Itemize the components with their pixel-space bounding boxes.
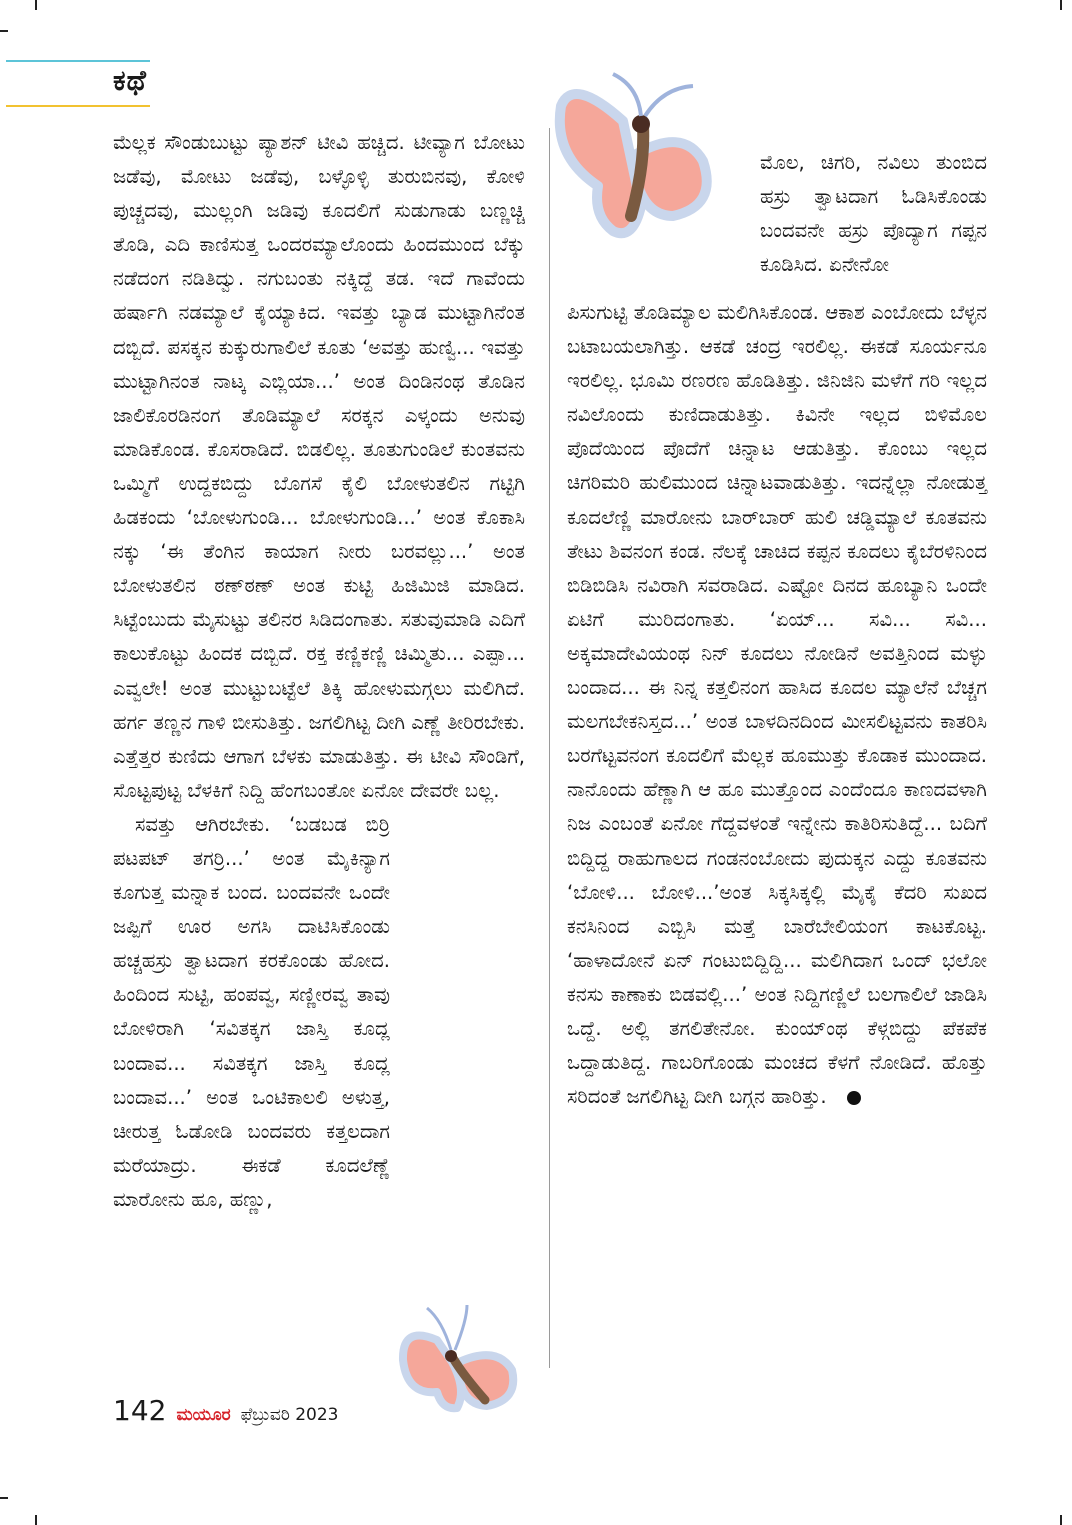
crop-mark: [0, 30, 8, 32]
page-footer: [113, 1394, 338, 1427]
section-title: ಕಥೆ: [113, 64, 147, 97]
crop-mark: [35, 0, 37, 10]
page-number: 142: [113, 1394, 167, 1427]
crop-mark: [35, 1515, 37, 1525]
right-column: [567, 296, 987, 1114]
paragraph-text: ಪಿಸುಗುಟ್ಟಿ ತೊಡಿಮ್ಯಾಲ ಮಲಿಗಿಸಿಕೊಂಡ. ಆಕಾಶ ಎಂಬೋದು ಬೆಳ್ಳನ ಬಟಾಬಯಲಾಗಿತ್ತು. ಆಕಡೆ ಚಂದ್ರ ಇರಲಿಲ್ಲ. ಈಕಡೆ ಸೂರ್ಯನೂ ಇರಲಿಲ್ಲ. ಭೂಮಿ ರಣರಣ ಹೊಡಿತಿತ್ತು. ಜಿನಿಜಿನಿ ಮಳೆಗೆ ಗರಿ ಇಲ್ಲದ ನವಿಲೊಂದು ಕುಣಿದಾಡುತಿತ್ತು. ಕಿವಿನೇ ಇಲ್ಲದ ಬಿಳಿಮೊಲ ಪೊದೆಯಿಂದ ಪೊದೆಗೆ ಚಿನ್ನಾಟ ಆಡುತಿತ್ತು. ಕೊಂಬು ಇಲ್ಲದ ಚಿಗರಿಮರಿ ಹುಲಿಮುಂದ ಚಿನ್ನಾಟವಾಡುತಿತ್ತು. ಇದನ್ನೆಲ್ಲಾ ನೋಡುತ್ತ ಕೂದಲೆಣ್ಣಿ ಮಾರೋನು ಬಾರ್‌ಬಾರ್ ಹುಲಿ ಚಡ್ಡಿಮ್ಯಾಲೆ ಕೂತವನು ತೇಟು ಶಿವನಂಗ ಕಂಡ. ನೆಲಕ್ಕೆ ಚಾಚಿದ ಕಪ್ಪನ ಕೂದಲು ಕೈಬೆರಳಿನಿಂದ ಬಿಡಿಬಿಡಿಸಿ ನವಿರಾಗಿ ಸವರಾಡಿದ. ಎಷ್ಟೋ ದಿನದ ಹೂಬ್ಯಾನಿ ಒಂದೇ ಏಟಿಗೆ ಮುರಿದಂಗಾತು. ‘ಏಯ್... ಸವಿ... ಸವಿ... ಅಕ್ಕಮಾದೇವಿಯಂಥ ನಿನ್ ಕೂದಲು ನೋಡಿನೆ ಅವತ್ತಿನಿಂದ ಮಳ್ಳು ಬಂದಾದ... ಈ ನಿನ್ನ ಕತ್ತಲಿನಂಗ ಹಾಸಿದ ಕೂದಲ ಮ್ಯಾಲೆನೆ ಬೆಚ್ಚಗ ಮಲಗಬೇಕನಿಸ್ತದ...’ ಅಂತ ಬಾಳದಿನದಿಂದ ಮೀಸಲಿಟ್ಟವನು ಕಾತರಿಸಿ ಬರಗೆಟ್ಟವನಂಗ ಕೂದಲಿಗೆ ಮೆಲ್ಲಕ ಹೂಮುತ್ತು ಕೊಡಾಕ ಮುಂದಾದ. ನಾನೊಂದು ಹೆಣ್ಣಾಗಿ ಆ ಹೂ ಮುತ್ತೊಂದ ಎಂದೆಂದೂ ಕಾಣದವಳಾಗಿ ನಿಜ ಎಂಬಂತೆ ಏನೋ ಗೆದ್ದವಳಂತೆ ಇನ್ನೇನು ಕಾತಿರಿಸುತಿದ್ದೆ... ಬದಿಗೆ ಬಿದ್ದಿದ್ದ ರಾಹುಗಾಲದ ಗಂಡನಂಬೋದು ಪುದುಕ್ಕನ ಎದ್ದು ಕೂತವನು ‘ಬೋಳಿ... ಬೋಳಿ...’ಅಂತ ಸಿಕ್ಕಸಿಕ್ಕಲ್ಲಿ ಮೈಕೈ ಕೆದರಿ ಸುಖದ ಕನಸಿನಿಂದ ಎಬ್ಬಿಸಿ ಮತ್ತೆ ಬಾರೆಬೇಲಿಯಂಗ ಕಾಟಕೊಟ್ಟ. ‘ಹಾಳಾದೋನೆ ಏನ್ ಗಂಟುಬಿದ್ದಿದ್ದಿ... ಮಲಿಗಿದಾಗ ಒಂದ್ ಭಲೋ ಕನಸು ಕಾಣಾಕು ಬಿಡವಲ್ಲಿ...’ ಅಂತ ನಿದ್ದಿಗಣ್ಣಿಲೆ ಬಲಗಾಲಿಲೆ ಜಾಡಿಸಿ ಒದ್ದೆ. ಅಲ್ಲಿ ತಗಲಿತೇನೋ. ಕುಂಯ್‌ಂಥ ಕೆಳ್ಗಬಿದ್ದು ಪೆಕಪೆಕ ಒದ್ದಾಡುತಿದ್ದ. ಗಾಬರಿಗೊಂಡು ಮಂಚದ ಕೆಳಗೆ ನೋಡಿದೆ. ಹೊತ್ತು ಸರಿದಂತೆ ಜಗಲಿಗಿಟ್ಟ ದೀಗಿ ಬಗ್ಗನ ಹಾರಿತ್ತು.: [567, 301, 987, 1109]
magazine-logo: ಮಯೂರ: [176, 1405, 231, 1425]
issue-date: ಫೆಬ್ರುವರಿ 2023: [240, 1405, 339, 1425]
crop-mark: [1060, 1515, 1062, 1525]
end-bullet-icon: [847, 1091, 861, 1105]
column-divider: [549, 128, 550, 1368]
paragraph: ಮೊಲ, ಚಿಗರಿ, ನವಿಲು ತುಂಬಿದ ಹಸ್ರು ತ್ವಾಟದಾಗ ಓಡಿಸಿಕೊಂಡು ಬಂದವನೇ ಹಸ್ರು ಪೊದ್ಯಾಗ ಗಪ್ಪನ ಕೂಡಿಸಿದ. ಏನೇನೋ: [760, 150, 987, 276]
header-rule-yellow: [6, 105, 150, 107]
paragraph: ಸವತ್ತು ಆಗಿರಬೇಕು. ‘ಬಡಬಡ ಬಿರ್ರಿ ಪಟಪಟ್ ತಗರ್ರಿ...’ ಅಂತ ಮೈಕಿನ್ಯಾಗ ಕೂಗುತ್ತ ಮನ್ನಾಕ ಬಂದ. ಬಂದವನೇ ಒಂದೇ ಜಪ್ಪಿಗೆ ಊರ ಅಗಸಿ ದಾಟಿಸಿಕೊಂಡು ಹಚ್ಚಹಸ್ರು ತ್ವಾಟದಾಗ ಕರಕೊಂಡು ಹೋದ. ಹಿಂದಿಂದ ಸುಟ್ಟಿ, ಹಂಪವ್ವ, ಸಣ್ಣೀರವ್ವ ತಾವು ಬೋಳಿರಾಗಿ ‘ಸವಿತಕ್ಕಗ ಜಾಸ್ತಿ ಕೂದ್ಲ ಬಂದಾವ... ಸವಿತಕ್ಕಗ ಜಾಸ್ತಿ ಕೂದ್ಲ ಬಂದಾವ...’ ಅಂತ ಒಂಟಿಕಾಲಲಿ ಅಳುತ್ತ, ಚೀರುತ್ತ ಓಡೋಡಿ ಬಂದವರು ಕತ್ತಲದಾಗ ಮರೆಯಾದ್ರು. ಈಕಡೆ ಕೂದಲೆಣ್ಣೆ ಮಾರೋನು ಹೂ, ಹಣ್ಣು,: [113, 812, 390, 1211]
right-column-top: [600, 126, 987, 302]
crop-mark: [1060, 0, 1062, 10]
left-column: [113, 126, 525, 1217]
crop-mark: [0, 1497, 8, 1499]
header-rule-cyan: [6, 60, 150, 62]
butterfly-illustration: [397, 1300, 527, 1425]
paragraph: ಮೆಲ್ಲಕ ಸೌಂಡುಬುಟ್ಟು ಪ್ಯಾಶನ್ ಟೀವಿ ಹಚ್ಚಿದ. ಟೀವ್ಯಾಗ ಬೋಟು ಜಡೆವು, ಮೋಟು ಜಡೆವು, ಬಳ್ಳೊಳ್ಳಿ ತುರುಬಿನವು, ಕೋಳಿ ಪುಚ್ಚದವು, ಮುಲ್ಲಂಗಿ ಜಡಿವು ಕೂದಲಿಗೆ ಸುಡುಗಾಡು ಬಣ್ಣಚ್ಚಿ ತೊಡಿ, ಎದಿ ಕಾಣಿಸುತ್ತ ಒಂದರಮ್ಯಾಲೊಂದು ಹಿಂದಮುಂದ ಬೆಕ್ಕು ನಡೆದಂಗ ನಡಿತಿದ್ವು. ನಗುಬಂತು ನಕ್ಕಿದ್ದೆ ತಡ. ಇದೆ ಗಾವೆಂದು ಹರ್ಷಾಗಿ ನಡಮ್ಯಾಲೆ ಕೈಯ್ಯಾಕಿದ. ಇವತ್ತು ಬ್ಯಾಡ ಮುಟ್ಟಾಗಿನೆಂತ ದಬ್ಬಿದೆ. ಪಸಕ್ಕನ ಕುಕ್ಕುರುಗಾಲಿಲೆ ಕೂತು ‘ಅವತ್ತು ಹುಣ್ವಿ... ಇವತ್ತು ಮುಟ್ಟಾಗಿನಂತ ನಾಟ್ಕ ಎಬ್ಲಿಯಾ...’ ಅಂತ ದಿಂಡಿನಂಥ ತೊಡಿನ ಜಾಲಿಕೊರಡಿನಂಗ ತೊಡಿಮ್ಯಾಲೆ ಸರಕ್ಕನ ಎಳ್ಕಂದು ಅನುವು ಮಾಡಿಕೊಂಡ. ಕೊಸರಾಡಿದೆ. ಬಿಡಲಿಲ್ಲ. ತೂತುಗುಂಡಿಲೆ ಕುಂತವನು ಒಮ್ಮಿಗೆ ಉದ್ದಕಬಿದ್ದು ಬೊಗಸೆ ಕೈಲಿ ಬೋಳುತಲಿನ ಗಟ್ಟಿಗಿ ಹಿಡಕಂದು ‘ಬೋಳುಗುಂಡಿ... ಬೋಳುಗುಂಡಿ...’ ಅಂತ ಕೊಕಾಸಿ ನಕ್ಕು ‘ಈ ತೆಂಗಿನ ಕಾಯಾಗ ನೀರು ಬರವಲ್ಲು...’ ಅಂತ ಬೋಳುತಲಿನ ಠಣ್‌ಠಣ್ ಅಂತ ಕುಟ್ಟಿ ಹಿಜಿಮಿಜಿ ಮಾಡಿದ. ಸಿಟ್ಟೆಂಬುದು ಮೈಸುಟ್ಟು ತಲಿನರ ಸಿಡಿದಂಗಾತು. ಸತುವುಮಾಡಿ ಎದಿಗೆ ಕಾಲುಕೊಟ್ಟು ಹಿಂದಕ ದಬ್ಬಿದೆ. ರಕ್ತ ಕಣ್ಣಿಕಣ್ಣಿ ಚಿಮ್ಮಿತು... ಎಪ್ಪಾ... ಎವ್ವಲೇ! ಅಂತ ಮುಟ್ಟುಬಟ್ಟೆಲೆ ತಿಕ್ಕಿ ಹೋಳುಮಗ್ಗಲು ಮಲಿಗಿದೆ. ಹರ್ಗ ತಣ್ಣನ ಗಾಳಿ ಬೀಸುತಿತ್ತು. ಜಗಲಿಗಿಟ್ಟ ದೀಗಿ ಎಣ್ಣೆ ತೀರಿರಬೇಕು. ಎತ್ತೆತ್ತರ ಕುಣಿದು ಆಗಾಗ ಬೆಳಕು ಮಾಡುತಿತ್ತು. ಈ ಟೀವಿ ಸೌಂಡಿಗೆ, ಸೊಟ್ಟಪುಟ್ಟ ಬೆಳಕಿಗೆ ನಿದ್ದಿ ಹೆಂಗಬಂತೋ ಏನೋ ದೇವರೇ ಬಲ್ಲ.: [113, 131, 526, 802]
paragraph: [567, 296, 987, 1114]
